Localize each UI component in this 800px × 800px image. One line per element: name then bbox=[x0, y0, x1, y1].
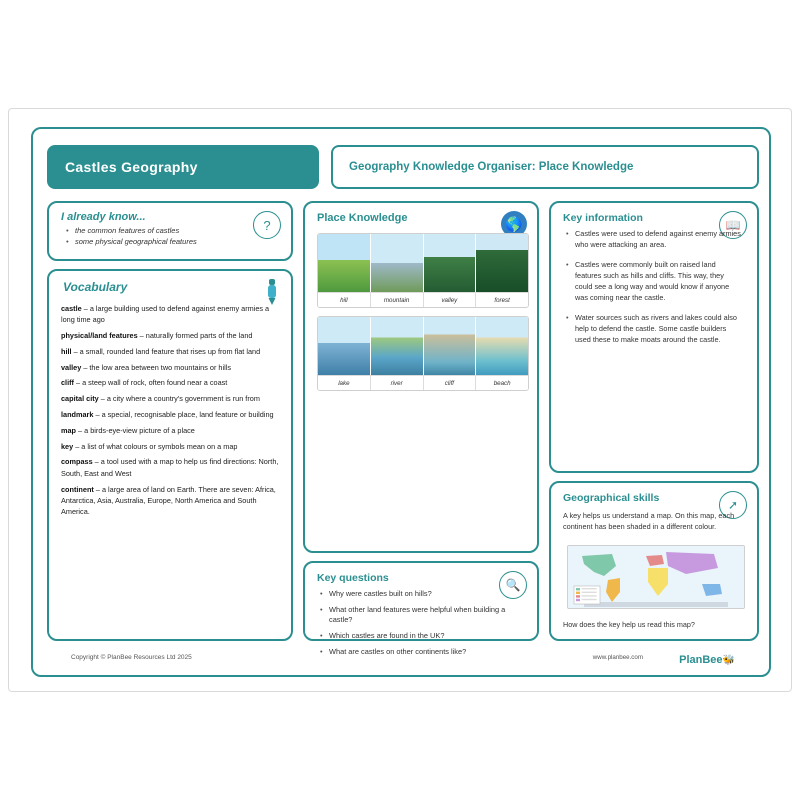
hill-photo bbox=[318, 234, 371, 292]
list-item: • Why were castles built on hills? bbox=[329, 589, 511, 600]
vocabulary-entry bbox=[61, 425, 281, 436]
geographical-skills-card bbox=[549, 481, 759, 641]
world-map-image bbox=[567, 545, 745, 609]
geographical-skills-question: How does the key help us read this map? bbox=[563, 620, 695, 629]
vocabulary-term: key bbox=[61, 441, 74, 451]
vocabulary-entry bbox=[61, 377, 281, 388]
vocabulary-definition: – a birds-eye-view picture of a place bbox=[76, 425, 195, 435]
place-knowledge-title: Place Knowledge bbox=[317, 212, 408, 224]
vocabulary-definition: – a city where a country's government is run from bbox=[98, 394, 260, 404]
photo-caption: cliff bbox=[424, 376, 477, 390]
vocabulary-definition: – a small, rounded land feature that rises up from flat land bbox=[71, 346, 261, 356]
vocabulary-term: continent bbox=[61, 484, 94, 494]
photo-row bbox=[317, 316, 529, 391]
vocabulary-definition: – a tool used with a map to help us find directions: North, South, East and West bbox=[61, 457, 279, 478]
vocabulary-entry bbox=[61, 456, 281, 479]
vocabulary-term: capital city bbox=[61, 394, 99, 404]
copyright-text: Copyright © PlanBee Resources Ltd 2025 bbox=[71, 654, 192, 661]
vocabulary-title: Vocabulary bbox=[63, 280, 128, 294]
website-url: www.planbee.com bbox=[592, 654, 643, 661]
vocabulary-term: cliff bbox=[61, 378, 74, 388]
globe-icon: 🌎 bbox=[501, 211, 527, 237]
title-tab-label: Castles Geography bbox=[65, 159, 198, 175]
vocabulary-definition: – the low area between two mountains or hills bbox=[81, 362, 231, 372]
vocabulary-definition: – a list of what colours or symbols mean on a map bbox=[73, 441, 238, 451]
list-item: • Which castles are found in the UK? bbox=[329, 631, 511, 642]
vocabulary-term: hill bbox=[61, 346, 72, 356]
planbee-logo bbox=[679, 654, 735, 666]
vocabulary-term: map bbox=[61, 425, 77, 435]
photo-row bbox=[317, 233, 529, 308]
vocabulary-entry bbox=[61, 393, 281, 404]
book-icon: 📖 bbox=[719, 211, 747, 239]
list-item: • Water sources such as rivers and lakes could also help to defend the castle. Some castle builders used these to make moats around the castle. bbox=[575, 313, 743, 346]
bee-icon: 🐝 bbox=[722, 655, 735, 666]
geographical-skills-intro: A key helps us understand a map. On this map, each continent has been shaded in a different colour. bbox=[563, 511, 735, 531]
photo-row-images bbox=[318, 317, 528, 375]
key-questions-title: Key questions bbox=[317, 572, 389, 584]
photo-row-captions bbox=[318, 375, 528, 390]
photo-caption: beach bbox=[493, 379, 511, 387]
vocabulary-entry bbox=[61, 484, 281, 518]
photo-row-captions bbox=[318, 292, 528, 307]
photo-caption: forest bbox=[494, 296, 510, 304]
vocabulary-card bbox=[47, 269, 293, 641]
photo-caption: lake bbox=[318, 376, 371, 390]
key-information-title: Key information bbox=[563, 212, 643, 224]
forest-photo bbox=[476, 234, 528, 292]
vocabulary-term: landmark bbox=[61, 410, 94, 420]
magnifier-icon: 🔍 bbox=[499, 571, 527, 599]
lake-photo bbox=[318, 317, 371, 375]
already-know-title: I already know... bbox=[61, 211, 146, 223]
world-map-svg bbox=[568, 546, 744, 608]
cliff-photo bbox=[424, 317, 477, 375]
vocabulary-definition: – a large area of land on Earth. There are seven: Africa, Antarctica, Asia, Australia, Europe, North America and South America. bbox=[61, 484, 276, 517]
vocabulary-entry bbox=[61, 362, 281, 373]
vocabulary-definition: – a special, recognisable place, land feature or building bbox=[93, 410, 274, 420]
header-strip bbox=[331, 145, 759, 189]
knowledge-organiser-sheet bbox=[31, 127, 771, 677]
vocabulary-entry bbox=[61, 303, 281, 326]
compass-icon: ➚ bbox=[719, 491, 747, 519]
vocabulary-term: valley bbox=[61, 362, 82, 372]
already-know-card bbox=[47, 201, 293, 261]
key-questions-card bbox=[303, 561, 539, 656]
question-gear-icon: ? bbox=[253, 211, 281, 239]
document-page bbox=[8, 108, 792, 692]
photo-caption: mountain bbox=[371, 293, 424, 307]
list-item: • Castles were used to defend against enemy armies who were attacking an area. bbox=[575, 229, 743, 251]
vocabulary-entry bbox=[61, 441, 281, 452]
vocabulary-list bbox=[61, 303, 281, 522]
list-item: • the common features of castles bbox=[75, 225, 281, 236]
vocabulary-term: castle bbox=[61, 304, 82, 313]
vocabulary-term: physical/land features bbox=[61, 331, 138, 341]
geographical-skills-title: Geographical skills bbox=[563, 492, 660, 504]
vocabulary-definition: – a large building used to defend against enemy armies a long time ago bbox=[61, 304, 270, 325]
vocabulary-entry bbox=[61, 330, 281, 341]
place-photo-grid bbox=[317, 233, 529, 399]
list-item: • What are castles on other continents like? bbox=[329, 647, 511, 658]
photo-caption: hill bbox=[318, 293, 371, 307]
already-know-list bbox=[49, 203, 291, 248]
title-tab bbox=[47, 145, 319, 189]
place-knowledge-card bbox=[303, 201, 539, 553]
header-strip-label: Geography Knowledge Organiser: Place Knowledge bbox=[349, 161, 634, 173]
logo-text: PlanBee bbox=[679, 654, 723, 666]
list-item: • What other land features were helpful when building a castle? bbox=[329, 605, 511, 626]
vocabulary-definition: – a steep wall of rock, often found near a coast bbox=[73, 378, 228, 388]
photo-caption: river bbox=[371, 376, 424, 390]
key-information-card bbox=[549, 201, 759, 473]
list-item: • some physical geographical features bbox=[75, 236, 281, 247]
photo-row-images bbox=[318, 234, 528, 292]
valley-photo bbox=[424, 234, 477, 292]
vocabulary-definition: – naturally formed parts of the land bbox=[137, 331, 253, 341]
photo-caption: valley bbox=[424, 293, 477, 307]
vocabulary-entry bbox=[61, 346, 281, 357]
vocabulary-term: compass bbox=[61, 457, 93, 467]
pen-icon bbox=[265, 279, 279, 305]
beach-photo bbox=[476, 317, 528, 375]
vocabulary-entry bbox=[61, 409, 281, 420]
list-item: • Castles were commonly built on raised land features such as hills and cliffs. This way, they could see a long way and would know if anyone was coming near the castle. bbox=[575, 260, 743, 304]
river-photo bbox=[371, 317, 424, 375]
mountain-photo bbox=[371, 234, 424, 292]
